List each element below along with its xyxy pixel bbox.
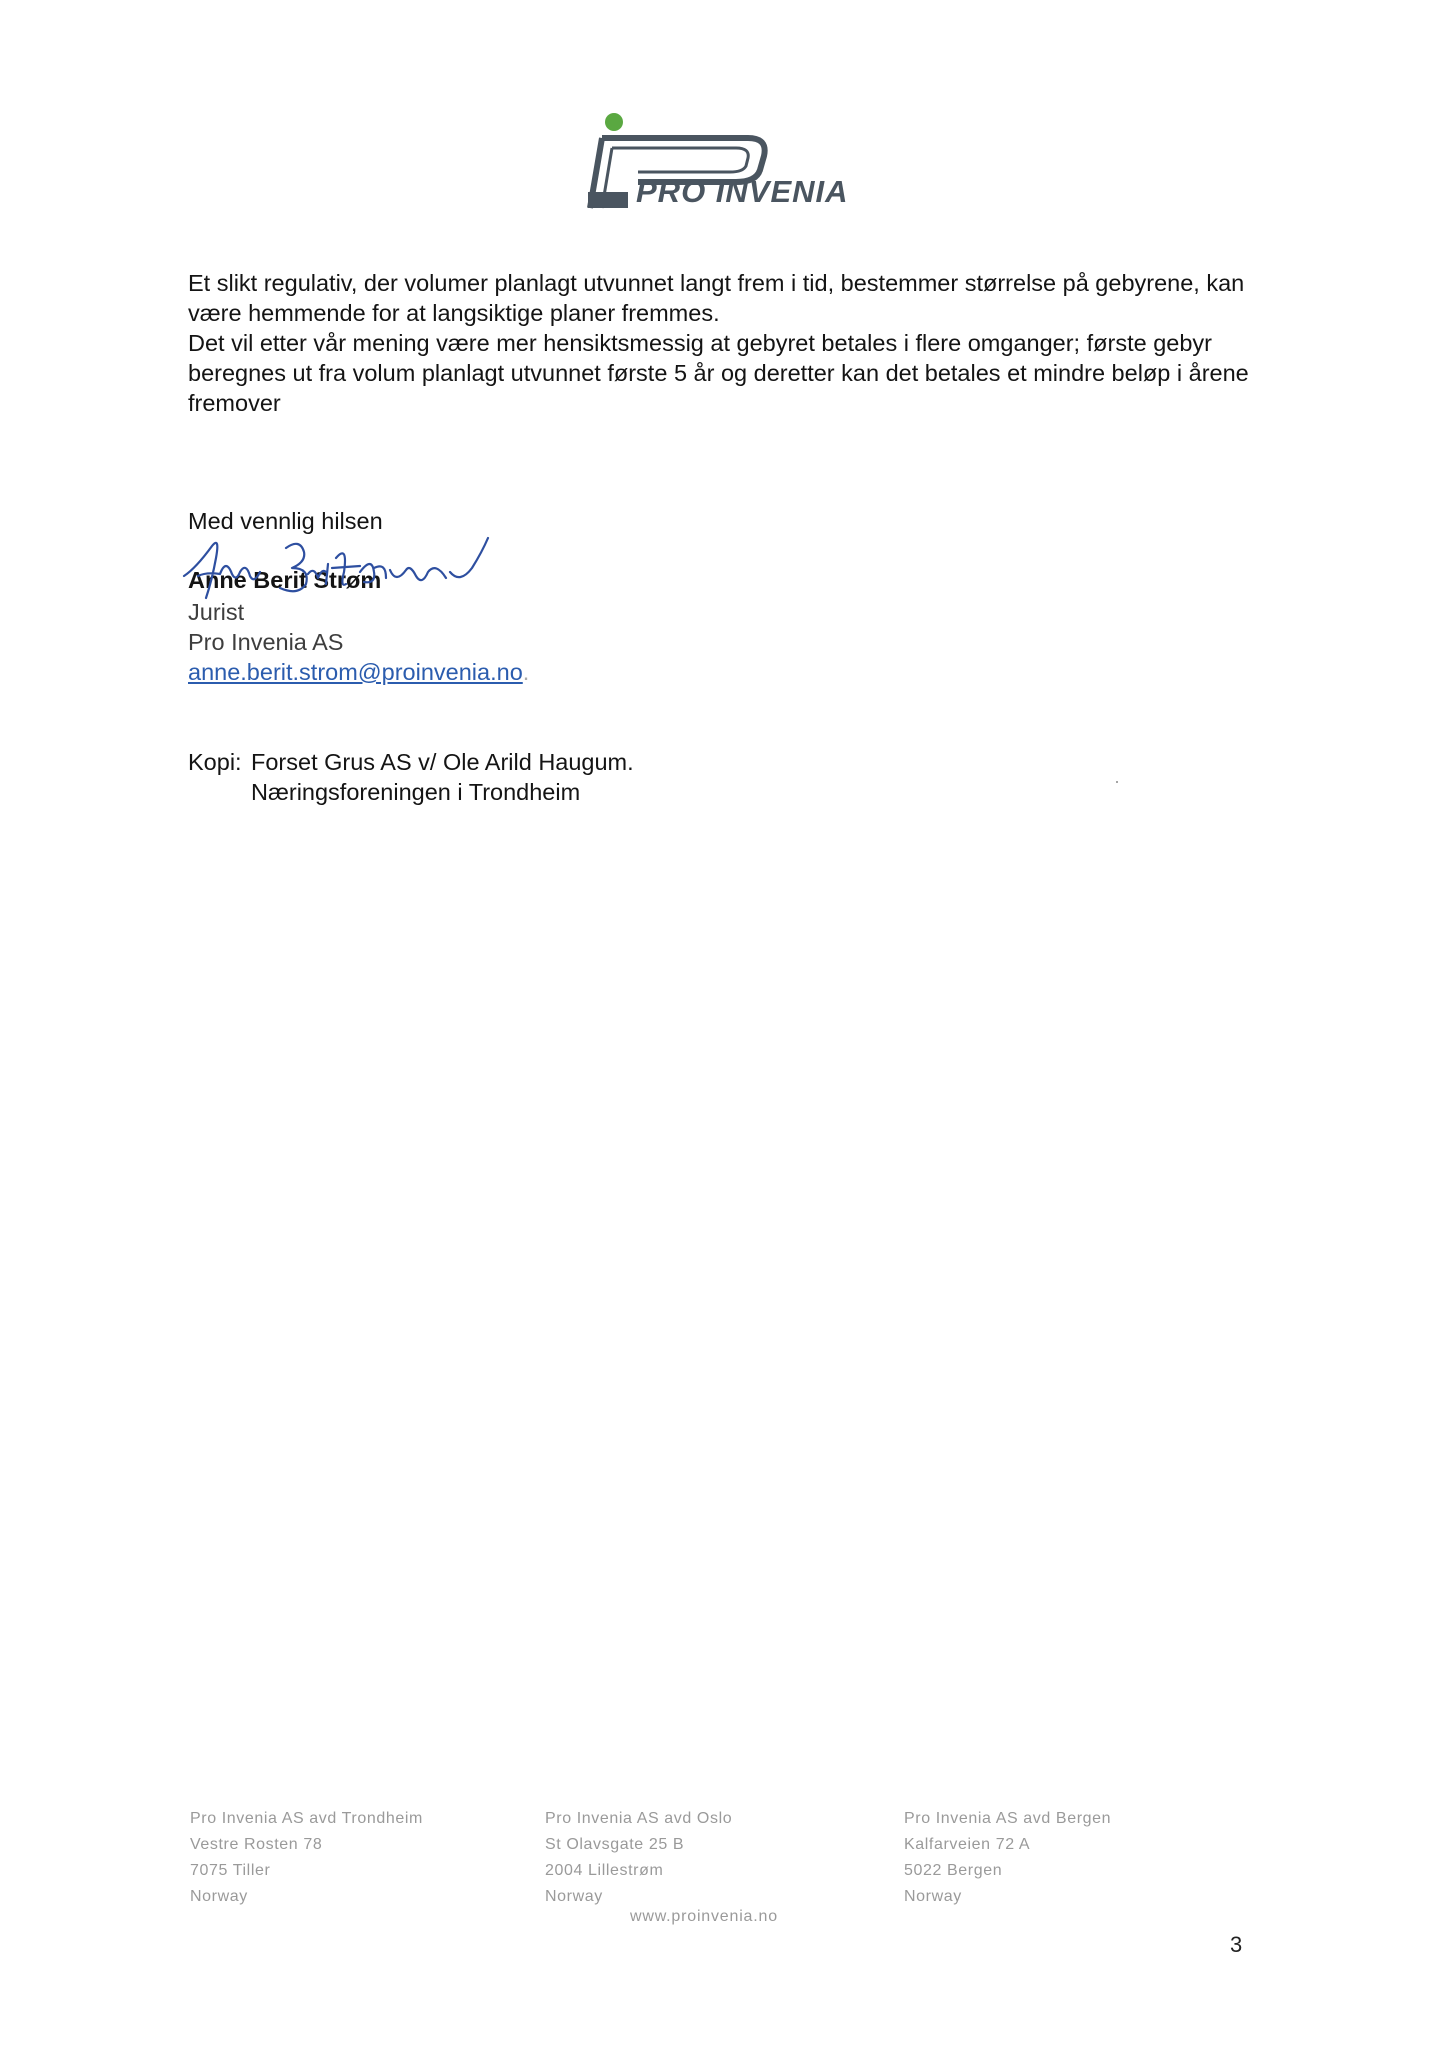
handwritten-signature [176,528,516,608]
office-postal: 7075 Tiller [190,1862,271,1879]
footer-office-oslo [545,1806,732,1910]
copy-row [188,747,634,777]
body-paragraph: Det vil etter vår mening være mer hensiktsmessig at gebyret betales i flere omganger; første gebyr beregnes ut fra volum planlagt utvunnet første 5 år og deretter kan det betales et mindre beløp i årene fremover [188,330,1249,416]
footer-office-trondheim [190,1806,423,1910]
office-country: Norway [904,1888,962,1905]
email-trailing-dot: . [522,659,530,685]
office-name: Pro Invenia AS avd Bergen [904,1810,1112,1827]
office-postal: 5022 Bergen [904,1862,1003,1879]
signer-name: Anne Berit Strøm [188,567,382,593]
email-link[interactable]: anne.berit.strom@proinvenia.no [188,659,523,685]
signature-block [188,597,529,687]
copy-label-spacer [188,777,251,807]
page-number: 3 [1230,1932,1243,1957]
office-street: Vestre Rosten 78 [190,1836,323,1853]
copy-recipients [188,747,634,807]
pro-invenia-logo [578,108,868,220]
signer-title: Jurist [188,599,245,625]
office-country: Norway [190,1888,248,1905]
office-street: Kalfarveien 72 A [904,1836,1031,1853]
email-line [188,657,529,687]
footer-website[interactable]: www.proinvenia.no [630,1908,778,1925]
copy-recipient: Forset Grus AS v/ Ole Arild Haugum. [251,749,634,775]
footer-office-bergen [904,1806,1111,1910]
body-paragraph: Et slikt regulativ, der volumer planlagt utvunnet langt frem i tid, bestemmer størrelse på gebyrene, kan være hemmende for at langsiktige planer fremmes. [188,270,1245,326]
copy-row [188,777,634,807]
signer-company: Pro Invenia AS [188,629,344,655]
letter-body [188,268,1268,418]
office-name: Pro Invenia AS avd Trondheim [190,1810,423,1827]
copy-label: Kopi: [188,749,242,775]
scan-speck [1116,781,1118,783]
office-postal: 2004 Lillestrøm [545,1862,664,1879]
closing-greeting: Med vennlig hilsen [188,508,383,534]
office-country: Norway [545,1888,603,1905]
office-name: Pro Invenia AS avd Oslo [545,1810,733,1827]
office-street: St Olavsgate 25 B [545,1836,685,1853]
logo-text: PRO INVENIA [636,174,849,209]
copy-recipient: Næringsforeningen i Trondheim [251,779,581,805]
